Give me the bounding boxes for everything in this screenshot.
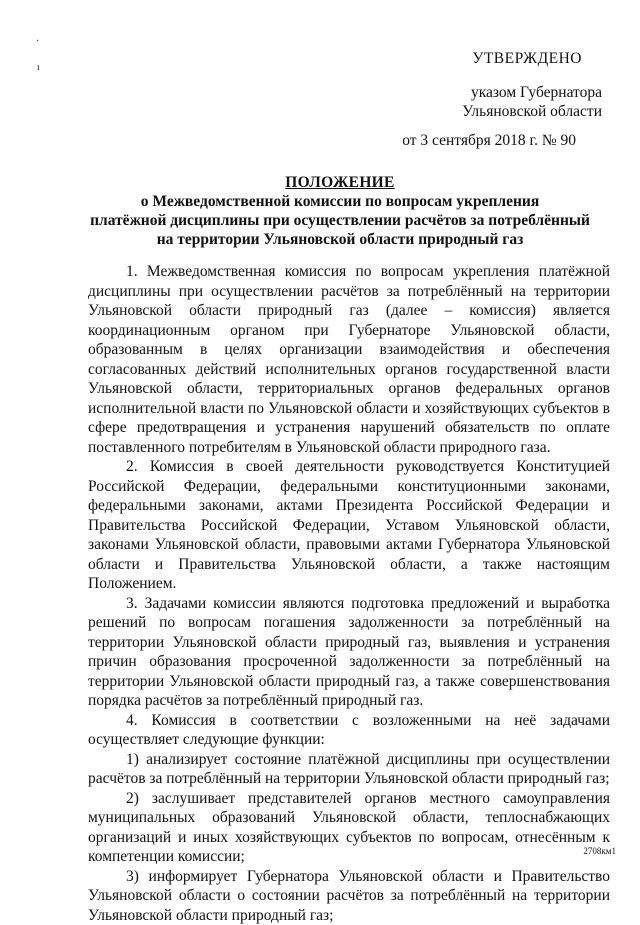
approved-title: УТВЕРЖДЕНО (472, 50, 582, 68)
title-main: ПОЛОЖЕНИЕ (80, 173, 600, 192)
function-item-3: 3) информирует Губернатора Ульяновской области и Правительство Ульяновской области о состоянии расчётов за потреблённый на территории Ульяновской области природный газ; (88, 867, 610, 925)
title-line-3: на территории Ульяновской области природный газ (80, 230, 600, 249)
decree-line-2: Ульяновской области (462, 103, 602, 121)
document-title (80, 173, 600, 249)
scan-dot: · (36, 36, 39, 47)
paragraph-4: 4. Комиссия в соответствии с возложенными на неё задачами осуществляет следующие функции: (88, 711, 610, 750)
document-code: 2708км1 (583, 846, 616, 856)
function-item-2: 2) заслушивает представителей органов местного самоуправления муниципальных образований Ульяновской области, теплоснабжающих организаций и иных хозяйствующих субъектов по вопросам, отнесённым к компетенции комиссии; (88, 789, 610, 867)
title-line-2: платёжной дисциплины при осуществлении расчётов за потреблённый (80, 211, 600, 230)
document-body (88, 262, 610, 925)
decree-line-1: указом Губернатора (471, 84, 602, 102)
paragraph-1: 1. Межведомственная комиссия по вопросам укрепления платёжной дисциплины при осуществлении расчётов за потреблённый на территории Ульяновской области природный газ (далее – комиссия) является координационным органом при Губернаторе Ульяновской области, образованным в целях организации взаимодействия и обеспечения согласованных действий исполнительных органов государственной власти Ульяновской области, территориальных органов федеральных органов исполнительной власти по Ульяновской области и хозяйствующих субъектов в сфере предотвращения и устранения нарушений обязательств по оплате поставленного потребителям в Ульяновской области природного газа. (88, 262, 610, 457)
title-line-1: о Межведомственной комиссии по вопросам укрепления (80, 192, 600, 211)
function-item-1: 1) анализирует состояние платёжной дисциплины при осуществлении расчётов за потреблённый на территории Ульяновской области природный газ; (88, 750, 610, 789)
scan-mark: ı (37, 62, 40, 73)
paragraph-2: 2. Комиссия в своей деятельности руководствуется Конституцией Российской Федерации, федеральными конституционными законами, федеральными законами, актами Президента Российской Федерации и Правительства Российской Федерации, Уставом Ульяновской области, законами Ульяновской области, правовыми актами Губернатора Ульяновской области и Правительства Ульяновской области, а также настоящим Положением. (88, 457, 610, 594)
paragraph-3: 3. Задачами комиссии являются подготовка предложений и выработка решений по вопросам погашения задолженности за потреблённый на территории Ульяновской области природный газ, выявления и устранения причин образования просроченной задолженности за потреблённый на территории Ульяновской области природный газ, а также совершенствования порядка расчётов за потреблённый природный газ. (88, 594, 610, 711)
decree-date: от 3 сентября 2018 г. № 90 (402, 132, 576, 150)
